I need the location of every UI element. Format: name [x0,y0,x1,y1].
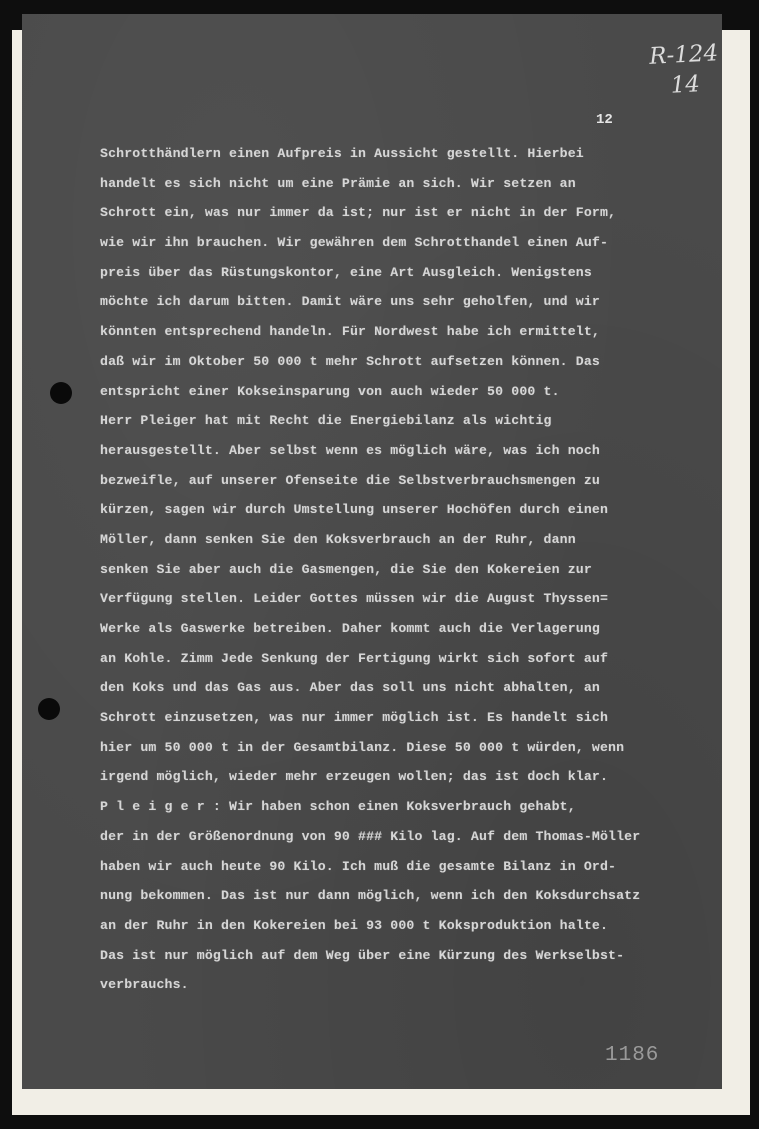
text-line: verbrauchs. [100,977,189,993]
text-line: Schrott ein, was nur immer da ist; nur ist er nicht in der Form, [100,205,617,221]
text-line: preis über das Rüstungskontor, eine Art Ausgleich. Wenigstens [100,264,592,280]
text-line: Herr Pleiger hat mit Recht die Energiebilanz als wichtig [100,413,552,429]
text-line: Schrott einzusetzen, was nur immer möglich ist. Es handelt sich [100,710,609,726]
text-line: hier um 50 000 t in der Gesamtbilanz. Diese 50 000 t würden, wenn [100,739,625,755]
text-line: irgend möglich, wieder mehr erzeugen wollen; das ist doch klar. [100,769,609,785]
text-line: bezweifle, auf unserer Ofenseite die Selbstverbrauchsmengen zu [100,472,600,488]
text-line: herausgestellt. Aber selbst wenn es möglich wäre, was ich noch [100,442,600,458]
text-line: der in der Größenordnung von 90 ### Kilo lag. Auf dem Thomas-Möller [100,828,641,844]
text-line: wie wir ihn brauchen. Wir gewähren dem Schrotthandel einen Auf- [100,235,609,251]
text-line: kürzen, sagen wir durch Umstellung unserer Hochöfen durch einen [100,502,609,518]
text-line: möchte ich darum bitten. Damit wäre uns sehr geholfen, und wir [100,294,600,310]
text-line: haben wir auch heute 90 Kilo. Ich muß die gesamte Bilanz in Ord- [100,858,617,874]
text-line: Möller, dann senken Sie den Koksverbrauch an der Ruhr, dann [100,531,576,547]
text-line: handelt es sich nicht um eine Prämie an sich. Wir setzen an [100,175,576,191]
text-line: Schrotthändlern einen Aufpreis in Aussicht gestellt. Hierbei [100,146,584,161]
punch-hole-upper [50,382,72,404]
text-line: senken Sie aber auch die Gasmengen, die Sie den Kokereien zur [100,561,592,577]
archive-mark-line: R-124 [648,40,719,70]
text-line: P l e i g e r : Wir haben schon einen Koksverbrauch gehabt, [100,799,576,815]
text-line: den Koks und das Gas aus. Aber das soll uns nicht abhalten, an [100,680,600,696]
punch-hole-lower [38,698,60,720]
text-line: Verfügung stellen. Leider Gottes müssen wir die August Thyssen= [100,591,609,607]
body-text [100,144,712,1005]
text-line: daß wir im Oktober 50 000 t mehr Schrott aufsetzen können. Das [100,353,600,369]
text-line: an der Ruhr in den Kokereien bei 93 000 t Koksproduktion halte. [100,917,609,933]
text-line: nung bekommen. Das ist nur dann möglich, wenn ich den Koksdurchsatz [100,888,641,904]
text-line: an Kohle. Zimm Jede Senkung der Fertigung wirkt sich sofort auf [100,650,609,666]
page-number: 12 [596,112,613,128]
text-line: Das ist nur möglich auf dem Weg über eine Kürzung des Werkselbst- [100,947,625,963]
stamp-number: 1186 [605,1044,660,1067]
archive-mark [648,38,720,102]
text-line: könnten entsprechend handeln. Für Nordwest habe ich ermittelt, [100,324,600,340]
text-line: Werke als Gaswerke betreiben. Daher kommt auch die Verlagerung [100,621,600,636]
text-line: entspricht einer Kokseinsparung von auch wieder 50 000 t. [100,383,560,399]
archive-mark-line: 14 [669,71,701,99]
